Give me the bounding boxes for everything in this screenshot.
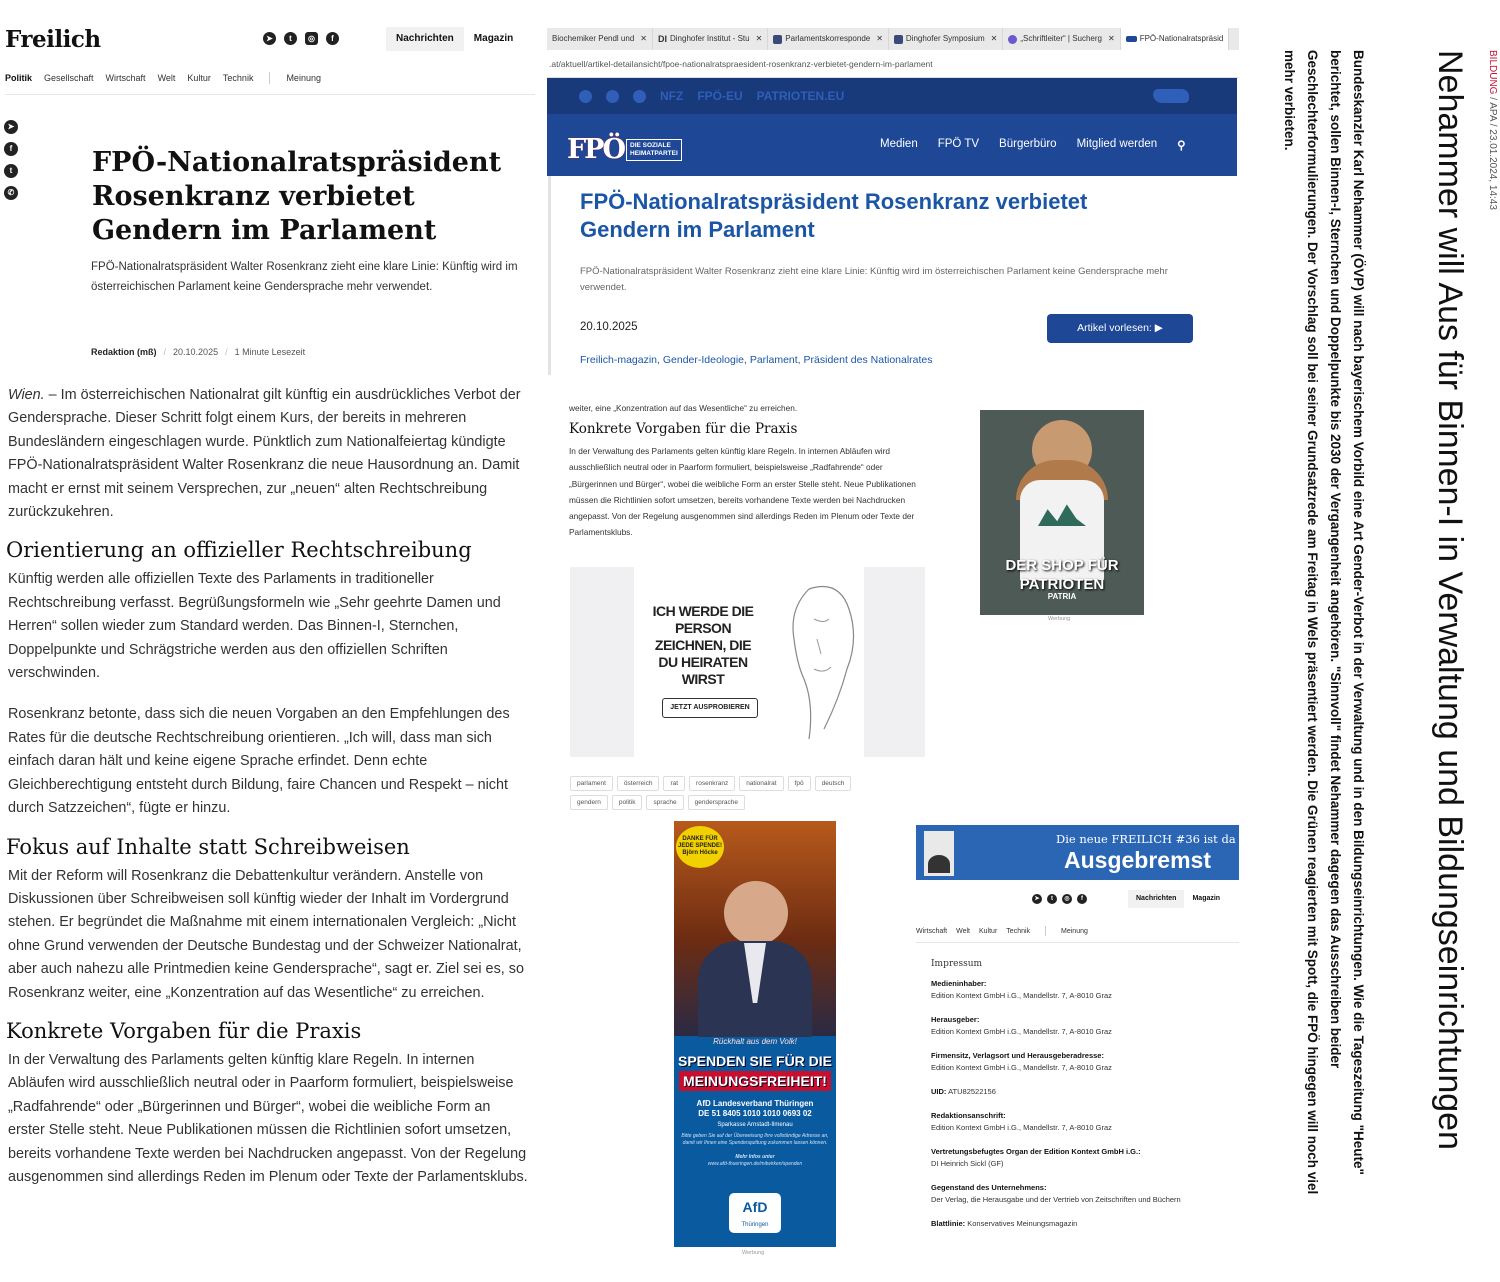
nav-technik[interactable]: Technik bbox=[222, 73, 254, 83]
apa-source-date: / APA / 23.01.2024, 14:43 bbox=[1487, 94, 1498, 210]
share-buttons bbox=[4, 120, 18, 200]
ad-cta-button[interactable]: JETZT AUSPROBIEREN bbox=[662, 698, 758, 718]
main-menu bbox=[880, 138, 1186, 152]
tiktok-icon[interactable] bbox=[606, 90, 619, 103]
org-name: AfD Landesverband Thüringen bbox=[696, 1099, 814, 1108]
browser-tab[interactable]: Parlamentskorresponde ✕ bbox=[768, 28, 889, 50]
impressum-title: Impressum bbox=[931, 959, 983, 969]
impressum-item bbox=[931, 1110, 1241, 1134]
facebook-icon[interactable]: f bbox=[326, 32, 339, 45]
nav-wirtschaft[interactable]: Wirtschaft bbox=[916, 927, 948, 935]
banner-subline: Die neue FREILICH #36 ist da bbox=[1056, 832, 1236, 846]
close-icon: ✕ bbox=[876, 34, 883, 43]
impressum-item bbox=[931, 1050, 1241, 1074]
publish-date: 20.10.2025 bbox=[173, 347, 219, 357]
search-engine-icon bbox=[1008, 35, 1017, 44]
link-nfz[interactable]: NFZ bbox=[660, 89, 684, 103]
ad-label: Werbung bbox=[742, 1250, 765, 1256]
item-label: Vertretungsbefugtes Organ der Edition Kontext GmbH i.G.: bbox=[931, 1147, 1141, 1156]
nav-kultur[interactable]: Kultur bbox=[979, 927, 998, 935]
apa-article-rotated bbox=[1249, 0, 1500, 1282]
paragraph bbox=[8, 384, 528, 524]
section-heading: Fokus auf Inhalte statt Schreibweisen bbox=[6, 834, 410, 859]
paragraph-text: – Im österreichischen Nationalrat gilt künftig ein ausdrückliches Verbot der Gendersprache. Dieser Schritt folgt einem Kurs, der bereits in mehreren Bundesländern eingeschlagen wurde. Pünktlich zum Nationalfeiertag kündigte FPÖ-Nationalratspräsident Walter Rosenkranz die neue Hausordnung an. Damit macht er ernst mit seinem Versprechen, zur „neuen“ alten Rechtschreibung zurückzukehren. bbox=[8, 387, 521, 521]
category-nav bbox=[916, 926, 1088, 936]
nav-separator bbox=[269, 72, 270, 84]
item-label: Herausgeber: bbox=[931, 1015, 980, 1024]
apa-headline: Nehammer will Aus für Binnen-I in Verwaltung und Bildungseinrichtungen bbox=[1431, 50, 1469, 1150]
bank-info bbox=[674, 1099, 836, 1130]
read-time: 1 Minute Lesezeit bbox=[234, 347, 306, 357]
item-value: Edition Kontext GmbH i.G., Mandellstr. 7, A-8010 Graz bbox=[931, 1027, 1112, 1036]
paragraph: Künftig werden alle offiziellen Texte des Parlaments in traditioneller Rechtschreibung verfasst. Begrüßungsformeln wie „Sehr geehrte Damen und Herren“ sollen wieder zum Standard werden. Das Binnen-I, Sternchen, Doppelpunkte und Schrägstriche werden aus den offiziellen Schriften verschwinden. bbox=[8, 571, 501, 682]
austria-map-icon bbox=[1153, 89, 1189, 103]
bank-name: Sparkasse Arnstadt-Ilmenau bbox=[717, 1122, 793, 1128]
tag[interactable]: rosenkranz bbox=[689, 776, 735, 791]
item-value: Edition Kontext GmbH i.G., Mandellstr. 7, A-8010 Graz bbox=[931, 1123, 1112, 1132]
impressum-item bbox=[931, 1014, 1241, 1038]
article-excerpt bbox=[569, 400, 929, 540]
nav-welt[interactable]: Welt bbox=[956, 927, 970, 935]
shop-ad[interactable] bbox=[980, 410, 1144, 615]
tag[interactable]: fpö bbox=[788, 776, 811, 791]
dateline: Wien. bbox=[8, 387, 45, 403]
nav-meinung[interactable]: Meinung bbox=[1061, 927, 1088, 935]
close-icon: ✕ bbox=[755, 34, 763, 43]
social-links bbox=[1032, 894, 1087, 904]
donation-ad[interactable] bbox=[674, 821, 836, 1247]
telegram-icon[interactable]: ➤ bbox=[1032, 894, 1042, 904]
paragraph: In der Verwaltung des Parlaments gelten künftig klare Regeln. In internen Abläufen wird ausschließlich neutral oder in Paarform formuliert, beispielsweise „Radfahrende“ oder „Bürgerinnen und Bürger“, wobei die weibliche Form an erster Stelle steht. Neue Publikationen müssen die Richtlinien sofort umsetzen, bereits vorhandene Texte werden bei Nachdrucken angepasst. Von der Regelung ausgenommen sind allerdings Reden im Plenum oder Texte der Parlamentsklubs. bbox=[8, 1051, 528, 1185]
link-fpo-eu[interactable]: FPÖ-EU bbox=[697, 89, 743, 103]
share-facebook-icon[interactable]: f bbox=[4, 142, 18, 156]
share-telegram-icon[interactable]: ➤ bbox=[4, 120, 18, 134]
ad-headline: ICH WERDE DIE PERSON ZEICHNEN, DIE DU HEIRATEN WIRST bbox=[652, 603, 754, 687]
iban: DE 51 8405 1010 1010 0693 02 bbox=[698, 1109, 812, 1118]
nav-separator bbox=[1045, 926, 1046, 936]
article-meta: Redaktion (mß) / 20.10.2025 / 1 Minute Lesezeit bbox=[91, 347, 306, 357]
headline-1: SPENDEN SIE FÜR DIE bbox=[677, 1053, 833, 1069]
item-label: UID: bbox=[931, 1087, 947, 1096]
share-whatsapp-icon[interactable]: ✆ bbox=[4, 186, 18, 200]
fpo-article-lead: FPÖ-Nationalratspräsident Walter Rosenkranz zieht eine klare Linie: Künftig wird im österreichischen Parlament keine Gendersprache mehr verwendet. bbox=[580, 266, 1168, 293]
section-heading: Konkrete Vorgaben für die Praxis bbox=[569, 421, 798, 438]
paragraph: weiter, eine „Konzentration auf das Wesentliche“ zu erreichen. bbox=[569, 403, 798, 413]
close-icon: ✕ bbox=[990, 34, 998, 43]
category-nav bbox=[5, 72, 321, 84]
browser-tab[interactable]: „Schriftleiter“ | Sucherg ✕ bbox=[1003, 28, 1120, 50]
parliament-icon bbox=[894, 35, 903, 44]
section-heading: Konkrete Vorgaben für die Praxis bbox=[6, 1018, 362, 1043]
tab-nachrichten[interactable]: Nachrichten bbox=[386, 27, 464, 51]
tab-magazin[interactable]: Magazin bbox=[1192, 895, 1221, 902]
button-label: Artikel vorlesen: bbox=[1077, 322, 1152, 334]
menu-mitglied[interactable]: Mitglied werden bbox=[1076, 138, 1158, 150]
tab-nachrichten[interactable]: Nachrichten bbox=[1128, 890, 1184, 908]
impressum-item bbox=[931, 978, 1241, 1002]
fpo-tag-links[interactable]: Freilich-magazin, Gender-Ideologie, Parlament, Präsident des Nationalrates bbox=[580, 354, 933, 366]
cover-figure bbox=[928, 855, 950, 873]
fpo-favicon-icon bbox=[1126, 36, 1137, 42]
ad-label: Werbung bbox=[1048, 616, 1071, 622]
section-heading: Orientierung an offizieller Rechtschreibung bbox=[6, 538, 472, 563]
nav-technik[interactable]: Technik bbox=[1006, 927, 1031, 935]
tag-list bbox=[570, 776, 890, 810]
author[interactable]: Redaktion (mß) bbox=[91, 347, 157, 357]
section-tabs bbox=[1128, 890, 1228, 908]
fpo-date: 20.10.2025 bbox=[580, 321, 638, 333]
read-aloud-button[interactable] bbox=[1047, 314, 1193, 343]
impressum-item bbox=[931, 1086, 1241, 1098]
fpo-topbar bbox=[547, 78, 1237, 114]
item-label: Firmensitz, Verlagsort und Herausgeberadresse: bbox=[931, 1051, 1104, 1060]
nav-gesellschaft[interactable]: Gesellschaft bbox=[44, 73, 94, 83]
logo-tagline: DIE SOZIALE HEIMATPARTEI bbox=[626, 139, 682, 161]
paragraph: Mit der Reform will Rosenkranz die Debattenkultur verändern. Anstelle von Diskussionen über Schreibweisen soll künftig wieder der Inhalt im Vordergrund stehen. Er begründet die Maßnahme mit einem internationalen Vergleich: „Nicht ohne Grund verwenden der Deutsche Bundestag und der Schweizer Nationalrat, aber auch nahezu alle Printmedien keine Gendersprache“, sagt er. Ziel sei es, so Rosenkranz weiter, eine „Konzentration auf das Wesentliche“ zu erreichen. bbox=[8, 867, 524, 1001]
x-icon[interactable] bbox=[633, 90, 646, 103]
nav-politik[interactable]: Politik bbox=[5, 73, 33, 83]
article-lead: FPÖ-Nationalratspräsident Walter Rosenkranz zieht eine klare Linie: Künftig wird im österreichischen Parlament keine Gendersprache mehr verwendet. bbox=[91, 261, 518, 293]
divider bbox=[916, 942, 1239, 943]
facebook-icon[interactable]: f bbox=[1077, 894, 1087, 904]
facebook-icon[interactable] bbox=[579, 90, 592, 103]
fpo-logo[interactable] bbox=[567, 134, 682, 165]
freilich-article-panel bbox=[0, 0, 545, 1282]
section-tabs bbox=[386, 27, 523, 51]
item-value: Der Verlag, die Herausgabe und der Vertrieb von Zeitschriften und Büchern bbox=[931, 1195, 1181, 1204]
menu-buergerbuero[interactable]: Bürgerbüro bbox=[999, 138, 1057, 150]
article-body bbox=[8, 384, 528, 1189]
impressum bbox=[931, 958, 1241, 1242]
parliament-icon bbox=[773, 35, 782, 44]
item-value: Konservatives Meinungsmagazin bbox=[965, 1219, 1078, 1228]
nav-wirtschaft[interactable]: Wirtschaft bbox=[105, 73, 146, 83]
instagram-icon[interactable]: ◎ bbox=[305, 32, 318, 45]
nav-kultur[interactable]: Kultur bbox=[187, 73, 211, 83]
paragraph: In der Verwaltung des Parlaments gelten künftig klare Regeln. In internen Abläufen wird ausschließlich neutral oder in Paarform formuliert, beispielsweise „Radfahrende“ oder „Bürgerinnen und Bürger“, wobei die weibliche Form an erster Stelle steht. Neue Publikationen müssen die Richtlinien sofort umsetzen, bereits vorhandene Texte werden bei Nachdrucken angepasst. Von der Regelung ausgenommen sind allerdings Reden im Plenum oder Texte der Parlamentsklubs. bbox=[569, 446, 916, 538]
apa-body: Bundeskanzler Karl Nehammer (ÖVP) will nach bayerischem Vorbild eine Art Gender-Verbot in der Verwaltung und in den Bildungseinrichtungen. Wie die Tageszeitung "Heute" berichtet, sollen Binnen-I, Sternchen und Doppelpunkte bis 2030 der Vergangenheit angehören. "Sinnvoll" findet Nehammer dagegen das Ausschreiben beider Geschlechterformulierungen. Der Vorschlag soll bei seiner Grundsatzrede am Freitag in Wels präsentiert werden. Die Grünen reagierten mit Spott, die FPÖ hingegen will noch viel mehr verbieten. bbox=[1282, 50, 1366, 1195]
close-icon: ✕ bbox=[1108, 34, 1115, 43]
afd-logo: AfD Thüringen bbox=[729, 1193, 781, 1233]
man-face bbox=[724, 881, 788, 945]
paragraph: Rosenkranz betonte, dass sich die neuen Vorgaben an den Empfehlungen des Rates für die deutsche Rechtschreibung orientieren. „Ich will, dass man sich einfach daran hält und keine eigene Sprache erfindet. Denn echte Gleichberechtigung entsteht durch Bildung, faire Chancen und Respekt – nicht durch Satzzeichen“, fügte er hinzu. bbox=[8, 706, 510, 817]
apa-meta bbox=[1487, 50, 1498, 210]
ad-smallprint: Bitte geben Sie auf der Überweisung Ihre vollständige Adresse an, damit wir Ihnen eine Spendenquittung zukommen lassen können. Mehr Infos unter www.afd-thueringen.de/mitwirken/spenden bbox=[681, 1133, 829, 1167]
item-value: ATU82522156 bbox=[946, 1087, 996, 1096]
tag[interactable]: gendern bbox=[570, 795, 608, 810]
share-twitter-icon[interactable]: t bbox=[4, 164, 18, 178]
browser-tabbar bbox=[547, 28, 1239, 50]
item-value: Edition Kontext GmbH i.G., Mandellstr. 7, A-8010 Graz bbox=[931, 1063, 1112, 1072]
fpo-article-title: FPÖ-Nationalratspräsident Rosenkranz verbietet Gendern im Parlament bbox=[580, 189, 1088, 242]
item-value: DI Heinrich Sickl (GF) bbox=[931, 1159, 1004, 1168]
nav-welt[interactable]: Welt bbox=[157, 73, 176, 83]
thanks-badge: DANKE FÜR JEDE SPENDE! Björn Höcke bbox=[676, 826, 724, 868]
link-patrioten[interactable]: PATRIOTEN.EU bbox=[756, 89, 845, 103]
tag[interactable]: politik bbox=[612, 795, 643, 810]
tag[interactable]: parlament bbox=[570, 776, 613, 791]
tag[interactable]: sprache bbox=[646, 795, 683, 810]
impressum-item bbox=[931, 1146, 1241, 1170]
divider bbox=[5, 94, 535, 95]
browser-tab-active[interactable]: FPÖ-Nationalratspräsid bbox=[1121, 28, 1230, 50]
magazine-banner[interactable] bbox=[916, 825, 1239, 880]
search-icon[interactable]: ⚲ bbox=[1177, 140, 1186, 152]
article-title: FPÖ-Nationalratspräsident Rosenkranz verbietet Gendern im Parlament bbox=[92, 147, 502, 246]
twitter-icon[interactable]: t bbox=[284, 32, 297, 45]
sketch-portrait-icon bbox=[769, 579, 861, 744]
play-icon: ▶ bbox=[1154, 322, 1163, 334]
tag[interactable]: gendersprache bbox=[688, 795, 745, 810]
tab-magazin[interactable]: Magazin bbox=[473, 33, 514, 44]
ad-subline: Rückhalt aus dem Volk! bbox=[713, 1037, 797, 1046]
menu-medien[interactable]: Medien bbox=[880, 138, 918, 150]
browser-tab[interactable]: Dinghofer Symposium ✕ bbox=[889, 28, 1003, 50]
browser-tab[interactable]: DI Dinghofer Institut - Stu ✕ bbox=[653, 28, 768, 50]
impressum-item bbox=[931, 1182, 1241, 1206]
item-label: Gegenstand des Unternehmens: bbox=[931, 1183, 1047, 1192]
instagram-icon[interactable]: ◎ bbox=[1062, 894, 1072, 904]
twitter-icon[interactable]: t bbox=[1047, 894, 1057, 904]
shop-headline: DER SHOP FÜR PATRIOTEN bbox=[1005, 557, 1119, 593]
nav-meinung[interactable]: Meinung bbox=[286, 73, 321, 83]
browser-tab[interactable]: Biochemiker Pendl und ✕ bbox=[547, 28, 653, 50]
impressum-item bbox=[931, 1218, 1241, 1230]
ad-canvas bbox=[634, 567, 864, 757]
item-label: Blattlinie: bbox=[931, 1219, 966, 1228]
banner-headline: Ausgebremst bbox=[1064, 847, 1211, 873]
logo-text: FPÖ bbox=[567, 134, 624, 165]
browser-window bbox=[547, 28, 1239, 373]
portrait-ad[interactable] bbox=[570, 567, 925, 757]
tag[interactable]: deutsch bbox=[815, 776, 852, 791]
menu-fpo-tv[interactable]: FPÖ TV bbox=[937, 138, 980, 150]
shop-brand: PATRIA bbox=[1047, 592, 1077, 601]
tag[interactable]: österreich bbox=[617, 776, 660, 791]
item-value: Edition Kontext GmbH i.G., Mandellstr. 7, A-8010 Graz bbox=[931, 991, 1112, 1000]
fpo-navbar bbox=[547, 114, 1237, 176]
apa-category[interactable]: BILDUNG bbox=[1487, 50, 1498, 95]
social-links bbox=[263, 32, 339, 45]
address-bar[interactable]: .at/aktuell/artikel-detailansicht/fpoe-nationalratspraesident-rosenkranz-verbietet-gendern-im-parlament bbox=[547, 50, 1239, 78]
telegram-icon[interactable]: ➤ bbox=[263, 32, 276, 45]
tag[interactable]: rat bbox=[663, 776, 685, 791]
item-label: Redaktionsanschrift: bbox=[931, 1111, 1006, 1120]
item-label: Medieninhaber: bbox=[931, 979, 987, 988]
close-icon: ✕ bbox=[640, 34, 647, 43]
headline-2: MEINUNGSFREIHEIT! bbox=[679, 1071, 831, 1091]
ad-headline bbox=[674, 1051, 836, 1091]
tag[interactable]: nationalrat bbox=[739, 776, 783, 791]
freilich-logo[interactable]: Freilich bbox=[5, 26, 101, 53]
